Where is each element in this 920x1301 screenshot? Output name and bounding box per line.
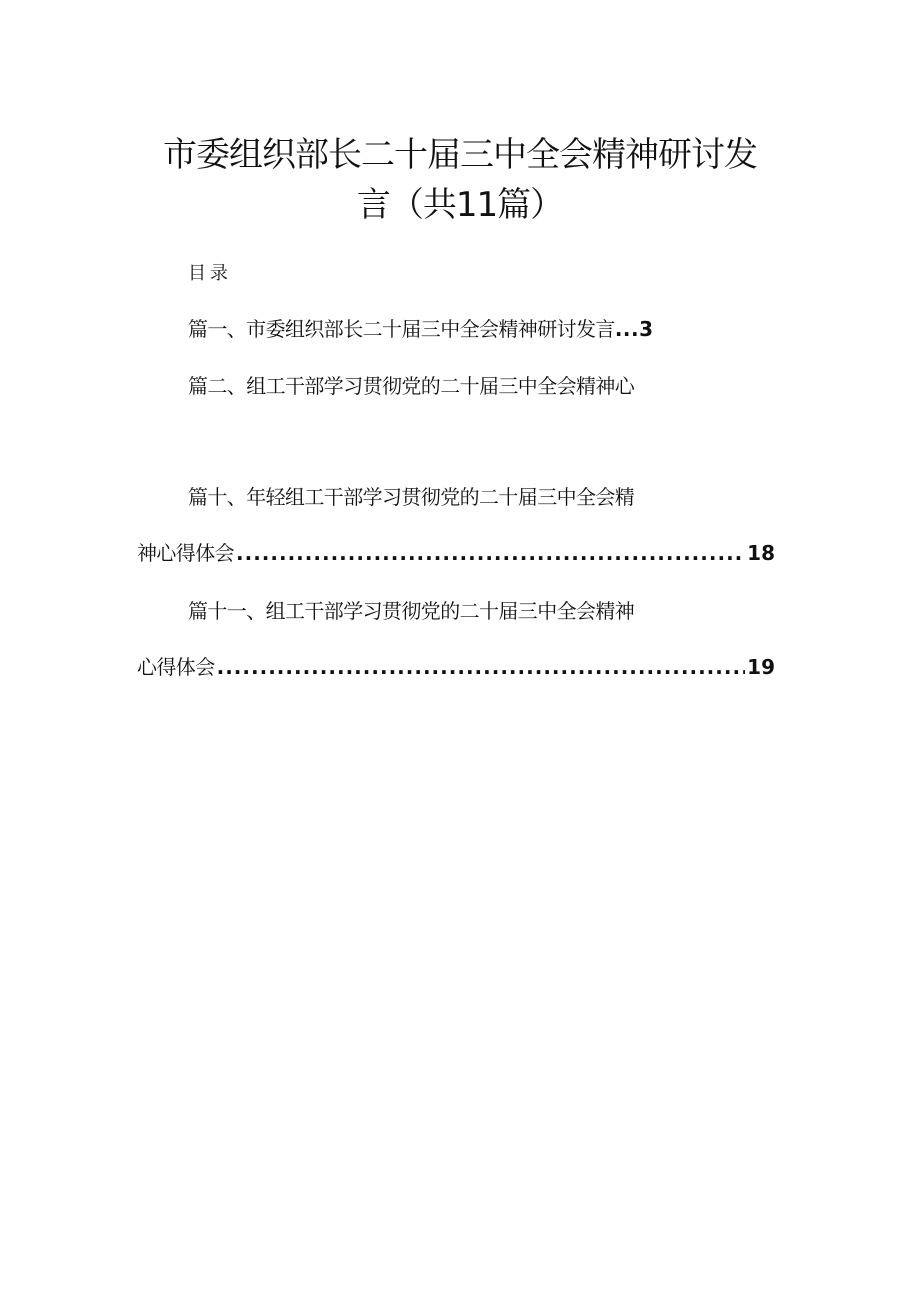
toc-entry-4-continuation[interactable] xyxy=(137,653,775,681)
toc-entry-title: 篇十一、组工干部学习贯彻党的二十届三中全会精神 xyxy=(188,599,635,623)
toc-entry-page: 18 xyxy=(747,541,775,565)
toc-entry-3[interactable] xyxy=(188,483,748,511)
toc-entry-title: 篇二、组工干部学习贯彻党的二十届三中全会精神心 xyxy=(188,374,635,398)
toc-entry-title: 篇一、市委组织部长二十届三中全会精神研讨发言 xyxy=(188,317,615,341)
toc-entry-leader: ... xyxy=(614,317,640,341)
toc-entry-leader xyxy=(217,653,746,681)
title-line-1: 市委组织部长二十届三中全会精神研讨发 xyxy=(163,135,757,175)
toc-heading: 目录 xyxy=(188,263,232,284)
toc-entry-page: 19 xyxy=(747,655,775,679)
toc-entry-title-continued: 心得体会 xyxy=(137,655,215,679)
toc-entry-page: 3 xyxy=(639,317,654,341)
toc-entry-1[interactable] xyxy=(188,315,728,343)
document-title xyxy=(0,130,920,230)
toc-entry-2[interactable] xyxy=(188,372,748,400)
toc-entry-title-continued: 神心得体会 xyxy=(137,541,234,565)
toc-entry-leader xyxy=(236,539,745,567)
toc-entry-3-continuation[interactable] xyxy=(137,539,775,567)
toc-entry-4[interactable] xyxy=(188,597,748,625)
toc-entry-title: 篇十、年轻组工干部学习贯彻党的二十届三中全会精 xyxy=(188,485,635,509)
title-line-2: 言（共11篇） xyxy=(356,185,564,225)
